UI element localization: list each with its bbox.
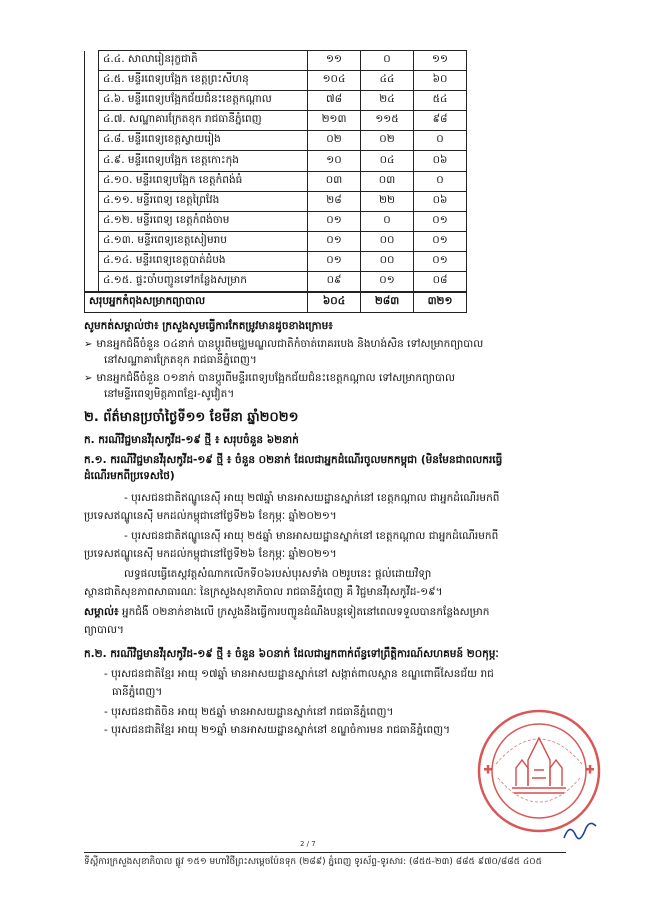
note-bullet-2-cont: នៅមន្ទីរពេទ្យមិត្តភាពខ្មែរ-សូវៀត។ bbox=[104, 388, 235, 400]
total-cases-cell: ១០ bbox=[308, 151, 361, 171]
subsection-ka1-heading-cont: ដំណើរមកពីប្រទេសថៃ) bbox=[84, 470, 175, 482]
table-row bbox=[85, 91, 467, 111]
indent-cell bbox=[85, 71, 99, 91]
remaining-cases-cell: ០៨ bbox=[414, 272, 467, 293]
facility-name-cell: ៤.១៥. ផ្ទះចាំបញ្ជូនទៅកន្លែងសម្រាក bbox=[99, 272, 308, 293]
arrow-icon: ➢ bbox=[84, 373, 93, 384]
note-bullet-2-text: មានអ្នកជំងឺចំនួន ០១នាក់ បានប្ដូរពីមន្ទីរពេទ្យបង្អែកជ័យជំនះខេត្តកណ្ដាល ទៅសម្រាកព្យាបាល bbox=[96, 372, 456, 384]
recovered-cases-cell: ០១ bbox=[361, 272, 414, 293]
facility-name-cell: ៤.៦. មន្ទីរពេទ្យបង្អែកជ័យជំនះខេត្តកណ្ដាល bbox=[99, 91, 308, 111]
arrow-icon: ➢ bbox=[84, 339, 93, 350]
total-cases-cell: ០១ bbox=[308, 251, 361, 271]
table-row bbox=[85, 251, 467, 271]
total-cases-cell: ០២ bbox=[308, 131, 361, 151]
subsection-ka1-heading: ក.១. ករណីវិជ្ជមានវីរុសកូវីដ-១៩ ថ្មី ៖ ចំនួន ០២នាក់ ដែលជាអ្នកដំណើរចូលមកកម្ពុជា (មិនមែនជាពលករធ្វើ bbox=[84, 454, 503, 466]
table-row bbox=[85, 171, 467, 191]
table-row bbox=[85, 131, 467, 151]
note-bullet-2 bbox=[84, 370, 455, 387]
note-bullet-1-cont: នៅសណ្ឋាគារក្រែតខុក រាជធានីភ្នំពេញ។ bbox=[104, 354, 257, 366]
recovered-cases-cell: ២៤ bbox=[361, 91, 414, 111]
remaining-cases-cell: ០១ bbox=[414, 251, 467, 271]
facility-name-cell: ៤.៥. មន្ទីរពេទ្យបង្អែក ខេត្តព្រះសីហនុ bbox=[99, 71, 308, 91]
total-cases-cell: ១១ bbox=[308, 51, 361, 71]
remaining-cases-cell: ០ bbox=[414, 171, 467, 191]
facility-name-cell: ៤.១០. មន្ទីរពេទ្យបង្អែក ខេត្តកំពង់ធំ bbox=[99, 171, 308, 191]
case-3-line-2: ធានីភ្នំពេញ។ bbox=[112, 686, 163, 698]
total-cases-cell: ០៣ bbox=[308, 171, 361, 191]
table-row bbox=[85, 111, 467, 131]
recovered-cases-cell: ២២ bbox=[361, 191, 414, 211]
subsection-ka-heading: ក. ករណីវិជ្ជមានវីរុសកូវីដ-១៩ ថ្មី ៖ សរុបចំនួន ៦២នាក់ bbox=[84, 434, 299, 446]
remaining-cases-cell: ៩៨ bbox=[414, 111, 467, 131]
remaining-cases-cell: ៥៤ bbox=[414, 91, 467, 111]
total-b-cell: ២៨៣ bbox=[361, 292, 414, 313]
remark-label: សម្គាល់៖ bbox=[84, 606, 119, 618]
remaining-cases-cell: ៦០ bbox=[414, 71, 467, 91]
indent-cell bbox=[85, 191, 99, 211]
remaining-cases-cell: ០១ bbox=[414, 231, 467, 251]
recovered-cases-cell: ០៣ bbox=[361, 171, 414, 191]
lab-result-line-2: ស្ថានជាតិសុខភាពសាធារណៈ នៃក្រសួងសុខាភិបាល រាជធានីភ្នំពេញ គឺ វិជ្ជមានវីរុសកូវីដ-១៩។ bbox=[84, 586, 443, 598]
note-heading: សូមកត់សម្គាល់ថា៖ ក្រសួងសូមធ្វើការកែតម្រូវមានដូចខាងក្រោម៖ bbox=[84, 320, 333, 332]
total-cases-cell: ២១៣ bbox=[308, 111, 361, 131]
facility-name-cell: ៤.១៣. មន្ទីរពេទ្យខេត្តសៀមរាប bbox=[99, 231, 308, 251]
remark-text: អ្នកជំងឺ ០២នាក់ខាងលើ ក្រសួងនឹងធ្វើការបញ្ជូនដំណឹងបន្តទៀតនៅពេលទទួលបានកន្លែងសម្រាក bbox=[118, 606, 490, 618]
table-row bbox=[85, 51, 467, 71]
facility-name-cell: ៤.៧. សណ្ឋាគារក្រែតខុក រាជធានីភ្នំពេញ bbox=[99, 111, 308, 131]
remaining-cases-cell: ០១ bbox=[414, 211, 467, 231]
total-cases-cell: ០១ bbox=[308, 211, 361, 231]
case-4: - បុរសជនជាតិចិន អាយុ ២៥ឆ្នាំ មានអាសយដ្ឋានស្នាក់នៅ រាជធានីភ្នំពេញ។ bbox=[104, 706, 394, 718]
patients-table bbox=[84, 50, 467, 313]
total-cases-cell: ០១ bbox=[308, 231, 361, 251]
indent-cell bbox=[85, 272, 99, 293]
case-1-line-1: - បុរសជនជាតិឥណ្ឌូនេស៊ី អាយុ ២៧ឆ្នាំ មានអាសយដ្ឋានស្នាក់នៅ ខេត្តកណ្ដាល ជាអ្នកដំណើរមកពី bbox=[124, 492, 500, 504]
note-bullet-1 bbox=[84, 336, 483, 353]
indent-cell bbox=[85, 91, 99, 111]
facility-name-cell: ៤.១៤. មន្ទីរពេទ្យខេត្តបាត់ដំបង bbox=[99, 251, 308, 271]
remark-line-1 bbox=[84, 604, 489, 620]
total-c-cell: ៣២១ bbox=[414, 292, 467, 313]
lab-result-line-1: លទ្ធផលធ្វើតេស្តវត្តសំណាកលើកទី០៦របស់បុរសទាំង ០២រូបនេះ ផ្ដល់ដោយវិទ្យា bbox=[124, 568, 432, 580]
recovered-cases-cell: ០ bbox=[361, 51, 414, 71]
facility-name-cell: ៤.៨. មន្ទីរពេទ្យខេត្តស្វាយរៀង bbox=[99, 131, 308, 151]
table-row bbox=[85, 191, 467, 211]
remaining-cases-cell: ០៦ bbox=[414, 191, 467, 211]
case-2-line-2: ប្រទេសឥណ្ឌូនេស៊ី មកដល់កម្ពុជានៅថ្ងៃទី២៦ ខែកុម្ភៈ ឆ្នាំ២០២១។ bbox=[84, 548, 337, 560]
indent-cell bbox=[85, 51, 99, 71]
section-2-heading: ២. ព័ត៌មានប្រចាំថ្ងៃទី១១ ខែមីនា ឆ្នាំ២០២១ bbox=[84, 410, 299, 425]
case-5: - បុរសជនជាតិខ្មែរ អាយុ ២១ឆ្នាំ មានអាសយដ្ឋានស្នាក់នៅ ខណ្ឌចំការមន រាជធានីភ្នំពេញ។ bbox=[104, 724, 451, 736]
table-total-row bbox=[85, 292, 467, 313]
case-2-line-1: - បុរសជនជាតិឥណ្ឌូនេស៊ី អាយុ ២៥ឆ្នាំ មានអាសយដ្ឋានស្នាក់នៅ ខេត្តកណ្ដាល ជាអ្នកដំណើរមកពី bbox=[124, 530, 499, 542]
recovered-cases-cell: ០២ bbox=[361, 131, 414, 151]
indent-cell bbox=[85, 171, 99, 191]
total-label-cell: សរុបអ្នកកំពុងសម្រាកព្យាបាល bbox=[85, 292, 308, 313]
subsection-ka2-heading: ក.២. ករណីវិជ្ជមានវីរុសកូវីដ-១៩ ថ្មី ៖ ចំនួន ៦០នាក់ ដែលជាអ្នកពាក់ព័ន្ធទៅព្រឹត្តិការណ៍សហគមន៍ ២០កុម្ភៈ bbox=[84, 648, 499, 660]
table-row bbox=[85, 231, 467, 251]
facility-name-cell: ៤.៤. សាលារៀនរុក្ខជាតិ bbox=[99, 51, 308, 71]
recovered-cases-cell: ០ bbox=[361, 211, 414, 231]
table-row bbox=[85, 272, 467, 293]
remaining-cases-cell: ០៦ bbox=[414, 151, 467, 171]
indent-cell bbox=[85, 111, 99, 131]
total-cases-cell: ១០៤ bbox=[308, 71, 361, 91]
remaining-cases-cell: ០ bbox=[414, 131, 467, 151]
remaining-cases-cell: ១១ bbox=[414, 51, 467, 71]
facility-name-cell: ៤.១២. មន្ទីរពេទ្យ ខេត្តកំពង់ចាម bbox=[99, 211, 308, 231]
indent-cell bbox=[85, 131, 99, 151]
total-a-cell: ៦០៤ bbox=[308, 292, 361, 313]
facility-name-cell: ៤.៩. មន្ទីរពេទ្យបង្អែក ខេត្តកោះកុង bbox=[99, 151, 308, 171]
total-cases-cell: ០៩ bbox=[308, 272, 361, 293]
official-seal bbox=[476, 708, 602, 834]
recovered-cases-cell: ០០ bbox=[361, 251, 414, 271]
case-1-line-2: ប្រទេសឥណ្ឌូនេស៊ី មកដល់កម្ពុជានៅថ្ងៃទី២៦ ខែកុម្ភៈ ឆ្នាំ២០២១។ bbox=[84, 510, 337, 522]
indent-cell bbox=[85, 151, 99, 171]
recovered-cases-cell: ៤៤ bbox=[361, 71, 414, 91]
page-number: 2 / 7 bbox=[300, 840, 316, 848]
case-3-line-1: - បុរសជនជាតិខ្មែរ អាយុ ១៧ឆ្នាំ មានអាសយដ្ឋានស្នាក់នៅ សង្កាត់ពាលស្ពាន ខណ្ឌពោធិ៍សែនជ័យ រាជ bbox=[104, 668, 494, 680]
total-cases-cell: ២៨ bbox=[308, 191, 361, 211]
recovered-cases-cell: ០៤ bbox=[361, 151, 414, 171]
indent-cell bbox=[85, 231, 99, 251]
recovered-cases-cell: ១១៥ bbox=[361, 111, 414, 131]
indent-cell bbox=[85, 211, 99, 231]
table-row bbox=[85, 71, 467, 91]
footer-divider bbox=[84, 852, 566, 853]
total-cases-cell: ៧៨ bbox=[308, 91, 361, 111]
remark-line-2: ព្យាបាល។ bbox=[84, 624, 124, 636]
indent-cell bbox=[85, 251, 99, 271]
signature-mark bbox=[560, 818, 600, 846]
recovered-cases-cell: ០០ bbox=[361, 231, 414, 251]
table-row bbox=[85, 151, 467, 171]
table-row bbox=[85, 211, 467, 231]
footer-address: ទីស្ដីការក្រសួងសុខាភិបាល ផ្លូវ ១៥១ មហាវិថីព្រះសម្ដេចប៉ែនទុក (២៨៩) ភ្នំពេញ ទូរស័ព្ទ-ទូរសារ: (៨៥៥-២៣) ៨៨៥ ៩៧០/៨៨៥ ៤០៥ bbox=[84, 857, 542, 867]
note-bullet-1-text: មានអ្នកជំងឺចំនួន ០៤នាក់ បានប្ដូរពីមជ្ឈមណ្ឌលជាតិកំចាត់រោគរបេង និងហង់សិន ទៅសម្រាកព្យាបាល bbox=[96, 338, 484, 350]
facility-name-cell: ៤.១១. មន្ទីរពេទ្យ ខេត្តព្រៃវែង bbox=[99, 191, 308, 211]
